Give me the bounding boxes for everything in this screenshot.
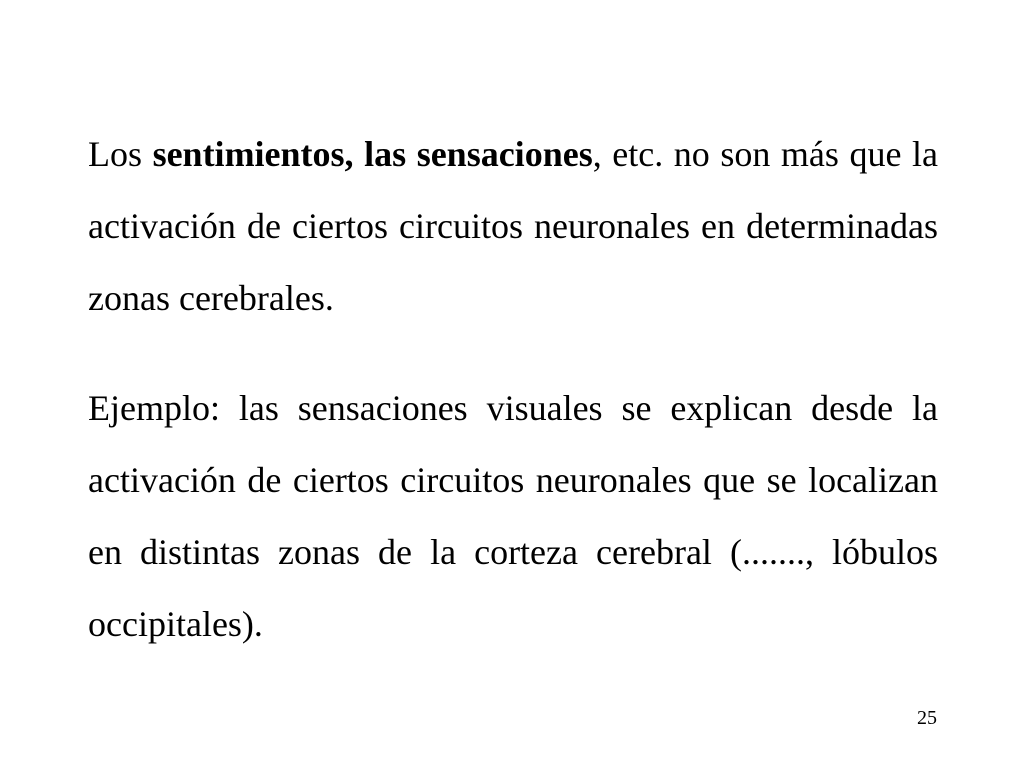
paragraph-feelings-intro: Los <box>88 134 153 174</box>
page-number: 25 <box>917 707 937 729</box>
paragraph-feelings-rest: , etc. no son más que la activación de ciertos circuitos neuronales en determinadas zonas cerebrales. <box>88 134 938 318</box>
paragraph-feelings-emphasis: sentimientos, las sensaciones <box>152 134 593 174</box>
paragraph-feelings <box>88 118 938 334</box>
paragraph-example: Ejemplo: las sensaciones visuales se explican desde la activación de ciertos circuitos neuronales que se localizan en distintas zonas de la corteza cerebral (......., lóbulos occipitales). <box>88 388 938 644</box>
